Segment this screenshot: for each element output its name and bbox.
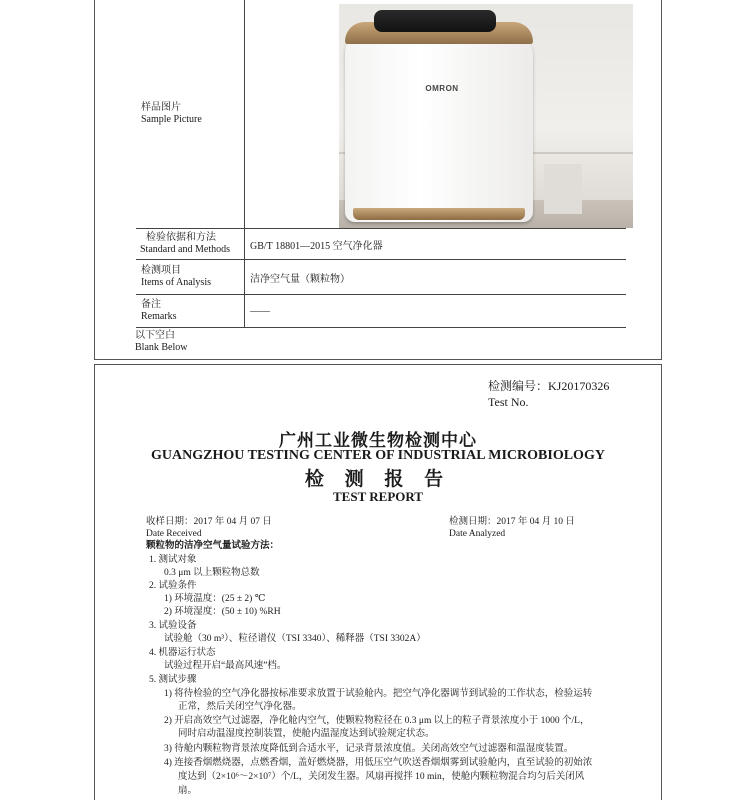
blank-below-note <box>135 330 188 354</box>
label-cn: 检测项目 <box>141 265 181 276</box>
air-purifier-body <box>345 26 533 222</box>
remarks-value: —— <box>250 305 270 317</box>
method-line: 1) 环境温度：(25 ± 2) ℃ <box>164 594 266 604</box>
row-label <box>136 260 245 294</box>
items-value: 洁净空气量（颗粒物） <box>250 273 350 285</box>
test-number-en: Test No. <box>488 395 529 409</box>
row-label <box>136 295 245 327</box>
date-analyzed-cn: 检测日期：2017 年 04 月 10 日 <box>449 517 575 527</box>
method-line: 3. 试验设备 <box>149 621 197 631</box>
center-name-cn: 广州工业微生物检测中心 <box>279 431 477 450</box>
air-purifier-top-panel <box>374 10 496 32</box>
label-en: Items of Analysis <box>141 277 211 288</box>
date-received-cn: 收样日期：2017 年 04 月 07 日 <box>146 517 272 527</box>
sample-photo <box>339 4 633 228</box>
method-line: 3) 待舱内颗粒物背景浓度降低到合适水平，记录背景浓度值。关闭高效空气过滤器和温湿度装置。 <box>164 744 574 754</box>
report-title-en: TEST REPORT <box>333 489 423 504</box>
table-row <box>136 229 626 260</box>
date-analyzed <box>449 516 575 540</box>
date-received-en: Date Received <box>146 529 202 539</box>
label-en: Sample Picture <box>141 114 202 125</box>
method-line: 2. 试验条件 <box>149 581 197 591</box>
method-line: 1. 测试对象 <box>149 555 197 565</box>
test-number <box>488 378 609 410</box>
standard-value: GB/T 18801—2015 空气净化器 <box>250 240 383 252</box>
method-title: 颗粒物的洁净空气量试验方法： <box>146 541 280 551</box>
method-line: 扇。 <box>178 786 198 796</box>
label-en: Remarks <box>141 311 177 322</box>
label-cn: 备注 <box>141 299 161 310</box>
omron-logo: OMRON <box>425 84 459 93</box>
row-label <box>136 0 245 228</box>
table-row <box>136 260 626 295</box>
date-analyzed-en: Date Analyzed <box>449 529 506 539</box>
method-line: 2) 环境湿度：(50 ± 10) %RH <box>164 607 281 617</box>
table-row <box>136 295 626 328</box>
method-line: 0.3 μm 以上颗粒物总数 <box>164 568 260 578</box>
row-label <box>136 229 245 259</box>
method-line: 5. 测试步骤 <box>149 675 197 685</box>
method-line: 试验舱（30 m³）、粒径谱仪（TSI 3340）、稀释器（TSI 3302A） <box>164 634 426 644</box>
blank-en: Blank Below <box>135 342 188 353</box>
blank-cn: 以下空白 <box>135 330 175 341</box>
method-line: 同时启动温湿度控制装置，使舱内温湿度达到试验规定状态。 <box>178 729 435 739</box>
center-name-en: GUANGZHOU TESTING CENTER OF INDUSTRIAL MICROBIOLOGY <box>151 448 605 463</box>
method-line: 4) 连接香烟燃烧器，点燃香烟，盖好燃烧器，用低压空气吹送香烟烟雾到试验舱内，直至试验的初始浓 <box>164 758 593 768</box>
method-line: 2) 开启高效空气过滤器，净化舱内空气，使颗粒物粒径在 0.3 μm 以上的粒子背景浓度小于 1000 个/L， <box>164 716 590 726</box>
label-cn: 样品图片 <box>141 102 181 113</box>
date-received <box>146 516 272 540</box>
label-cn: 检验依据和方法 <box>146 232 216 243</box>
air-purifier-base <box>353 208 525 220</box>
report-title-cn: 检 测 报 告 <box>304 469 452 490</box>
test-number-cn: 检测编号：KJ20170326 <box>488 379 610 393</box>
method-line: 度达到（2×10⁶～2×10⁷）个/L，关闭发生器。风扇再搅拌 10 min，使舱内颗粒物混合均匀后关闭风 <box>178 772 585 782</box>
test-report-page <box>94 364 662 800</box>
label-en: Standard and Methods <box>140 244 230 255</box>
method-line: 1) 将待检验的空气净化器按标准要求放置于试验舱内。把空气净化器调节到试验的工作状态，检验运转 <box>164 689 593 699</box>
method-line: 试验过程开启“最高风速”档。 <box>164 661 287 671</box>
method-line: 4. 机器运行状态 <box>149 648 216 658</box>
method-line: 正常，然后关闭空气净化器。 <box>178 702 302 712</box>
